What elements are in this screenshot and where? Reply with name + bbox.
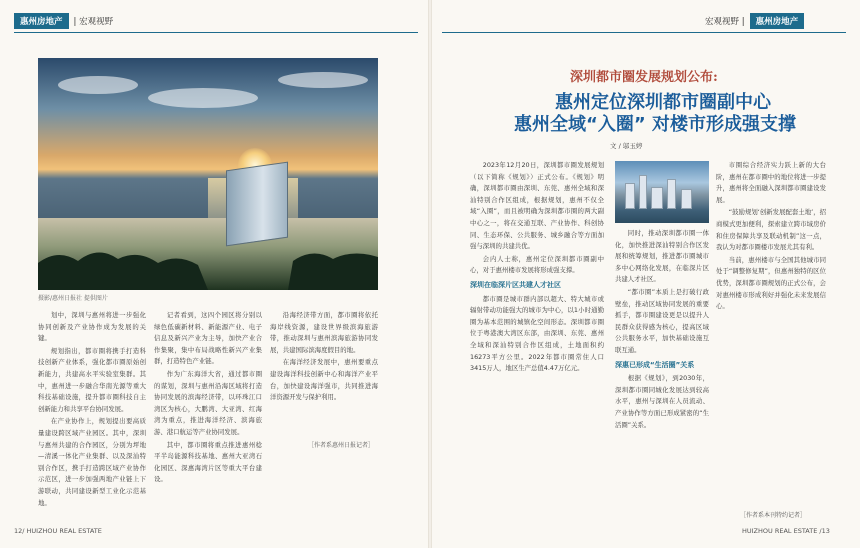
building [625, 183, 635, 209]
building [667, 179, 676, 209]
building [651, 187, 663, 209]
paragraph: “都市圈”本质上是打破行政壁垒，推动区域协同发展的重要抓手，都市圈建设更是以提升人民群众获得感为核心，提高区域公共服务水平，加快基础设施互联互通。 [615, 287, 709, 354]
section-heading: 深惠已形成“生活圈”关系 [615, 360, 695, 369]
glass-building [226, 162, 288, 247]
header-subsection: | 宏观视野 [73, 17, 114, 27]
paragraph: 记者看到，这四个园区将分别以绿色低碳新材料、新能源产业、电子信息及新兴产业为主导，加快产业合作集聚，集中布局战略性新兴产业集群，打造特色产业链。 [154, 311, 262, 366]
left-footer: 12/ HUIZHOU REAL ESTATE [14, 527, 102, 535]
right-page-header [700, 12, 804, 30]
book-spine [428, 0, 432, 548]
header-subsection: 宏观视野 | [705, 17, 745, 27]
left-page-header [14, 12, 118, 30]
right-col-3 [716, 160, 826, 510]
right-col-2 [615, 228, 709, 520]
article-title-line-2: 惠州全域“入圈” 对楼市形成强支撑 [514, 114, 796, 135]
paragraph: 作为广东海洋大省，通过都市圈的谋划，深圳与惠州沿海区域将打造协同发展的滨海经济带，以环珠江口湾区为核心，大鹏湾、大亚湾、红海湾为重点，推进海洋经济、滨海旅游、港口航运等产业协同发展。 [154, 369, 262, 436]
left-col-2 [154, 310, 262, 516]
left-col-1 [38, 310, 146, 516]
right-signature: ［作者系本刊特约记者］ [740, 512, 807, 519]
paragraph: 2023年12月20日，深圳都市圈发展规划（以下简称《规划》）正式公布。《规划》明确，深圳都市圈由深圳、东莞、惠州全域和深汕特别合作区组成，根据规划，惠州不仅全域“入圈”，而且被明确为深圳都市圈的两大副中心之一，将在交通互联、产业协作、科创协同、生态环保、公共服务、城乡融合等方面加强与深圳的共建共优。 [470, 161, 604, 251]
city-skyline-photo [615, 161, 709, 223]
cloud [58, 76, 138, 94]
cloud [278, 72, 368, 88]
building [639, 175, 647, 209]
article-author: 文 / 邬玉婷 [610, 142, 643, 150]
article-kicker: 深圳都市圈发展规划公布: [570, 70, 718, 85]
article-title-line-1: 惠州定位深圳都市圈副中心 [555, 92, 771, 113]
paragraph: 市圈综合经济实力跃上新的大台阶，惠州在都市圈中的地位将进一步提升，惠州将全面融入深圳都市圈建设发展。 [716, 161, 826, 204]
cloud [148, 88, 258, 108]
header-section-tag: 惠州房地产 [14, 13, 69, 29]
coastline-sunset-photo [38, 58, 378, 290]
building [681, 189, 692, 209]
paragraph: 根据《规划》，到2030年，深圳都市圈同城化发展达到较高水平，惠州与深圳在人员流动、产业协作等方面已形成紧密的“生活圈”关系。 [615, 374, 709, 429]
section-heading: 深圳在临深片区共建人才社区 [470, 280, 561, 289]
paragraph: 沿海经济带方面，都市圈将依托海岸线资源，建设世界级滨海旅游带，推动深圳与惠州滨海旅游协同发展，共建国际滨海度假目的地。 [270, 311, 378, 354]
header-rule [442, 32, 846, 33]
header-rule [14, 32, 418, 33]
paragraph: 其中，都市圈将重点推进惠州稔平半岛能源科技基地、惠州大亚湾石化园区、深惠海湾片区等重大平台建设。 [154, 440, 262, 484]
photo-caption: 摄影/惠州日报社 提供图片 [38, 295, 108, 302]
left-signature: ［作者系惠州日报记者］ [308, 442, 375, 449]
palm-trees [38, 243, 378, 290]
header-section-tag: 惠州房地产 [750, 13, 805, 29]
left-col-3 [270, 310, 378, 440]
paragraph: 在产业协作上，规划提出要高质量建设跨区域产业园区。其中，深圳与惠州共建的合作园区，分别为坪地—清溪一体化产业集群、以及深汕特别合作区，携手打造跨区域产业协作示范区，进一步加强两地产业链上下游联动，共同建设新型工业化示范基地。 [38, 417, 146, 507]
paragraph: 规划指出，都市圈将携手打造科技创新产业体系，强化都市圈原始创新能力，共建高水平实验室集群。其中，惠州进一步融合华南光源等重大科技基础设施，提升都市圈科技自主创新能力和共享平台协同发展。 [38, 346, 146, 413]
right-footer: HUIZHOU REAL ESTATE /13 [742, 527, 830, 535]
paragraph: 同时，推动深圳都市圈一体化，加快推进深汕特别合作区发展和统筹规划，推进都市圈城市多中心网络化发展，在临深片区共建人才社区。 [615, 229, 709, 284]
paragraph: 都市圈是城市群内部以超大、特大城市或辐射带动功能强大的城市为中心，以1小时通勤圈为基本范围的城镇化空间形态。深圳都市圈位于粤港澳大湾区东部，由深圳、东莞、惠州全域和深汕特别合作区组成，土地面积约16273平方公里。2022年都市圈常住人口3415万人，地区生产总值4.47万亿元。 [470, 294, 604, 373]
paragraph: 当前，惠州楼市与全国其他城市同处于“调整修复期”，但惠州独特的区位优势，深圳都市圈规划的正式公布，会对惠州楼市形成利好并强化未来发展信心。 [716, 255, 826, 311]
paragraph: 划中，深圳与惠州将进一步强化协同创新及产业协作成为发展的关键。 [38, 311, 146, 343]
paragraph: 在海洋经济发展中，惠州要重点建设海洋科技创新中心和海洋产业平台，加快建设海洋强市，共同推进海洋资源开发与保护利用。 [270, 358, 378, 402]
right-col-1 [470, 160, 604, 520]
paragraph: 会内人士称，惠州定位深圳都市圈副中心，对于惠州楼市发展将形成强支撑。 [470, 254, 604, 275]
paragraph: “鼓励规划‘创新发展配套土地’，招商模式更加便利，探索建立跨市域房价和住房保障共享及联动机制”这一点，我认为对都市圈楼市发展尤其有利。 [716, 208, 826, 252]
